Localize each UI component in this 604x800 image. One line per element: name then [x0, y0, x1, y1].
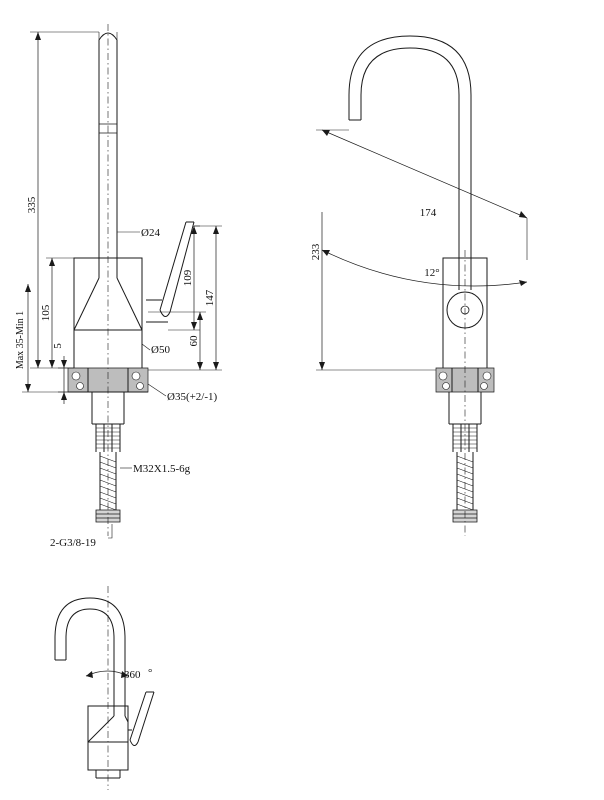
dim-swivel-angle: 360	[124, 669, 141, 681]
dim-spout-diameter: Ø24	[141, 227, 160, 239]
dim-deck-range: Max 35-Min 1	[15, 310, 26, 370]
dim-thread-spec: M32X1.5-6g	[133, 463, 191, 475]
dim-deck-thickness: 5	[52, 343, 64, 349]
dim-body-height: 60	[188, 335, 200, 347]
rotation-view	[55, 586, 154, 790]
dim-spout-angle: 12°	[424, 267, 440, 279]
dim-total-height: 335	[26, 196, 38, 214]
dim-body-diameter: Ø50	[151, 344, 170, 356]
dim-handle-height: 109	[182, 269, 194, 287]
front-view	[15, 24, 222, 549]
dim-body-overall: 147	[204, 289, 216, 307]
side-view	[310, 36, 527, 536]
dim-swivel-angle-symbol: °	[148, 667, 153, 679]
dim-supply-connection: 2-G3/8-19	[50, 537, 96, 549]
dim-spout-reach: 174	[419, 207, 437, 219]
dim-spout-height: 233	[310, 243, 322, 261]
dim-mounting-hole: Ø35(+2/-1)	[167, 391, 218, 403]
dim-spout-base-height: 105	[40, 304, 52, 322]
